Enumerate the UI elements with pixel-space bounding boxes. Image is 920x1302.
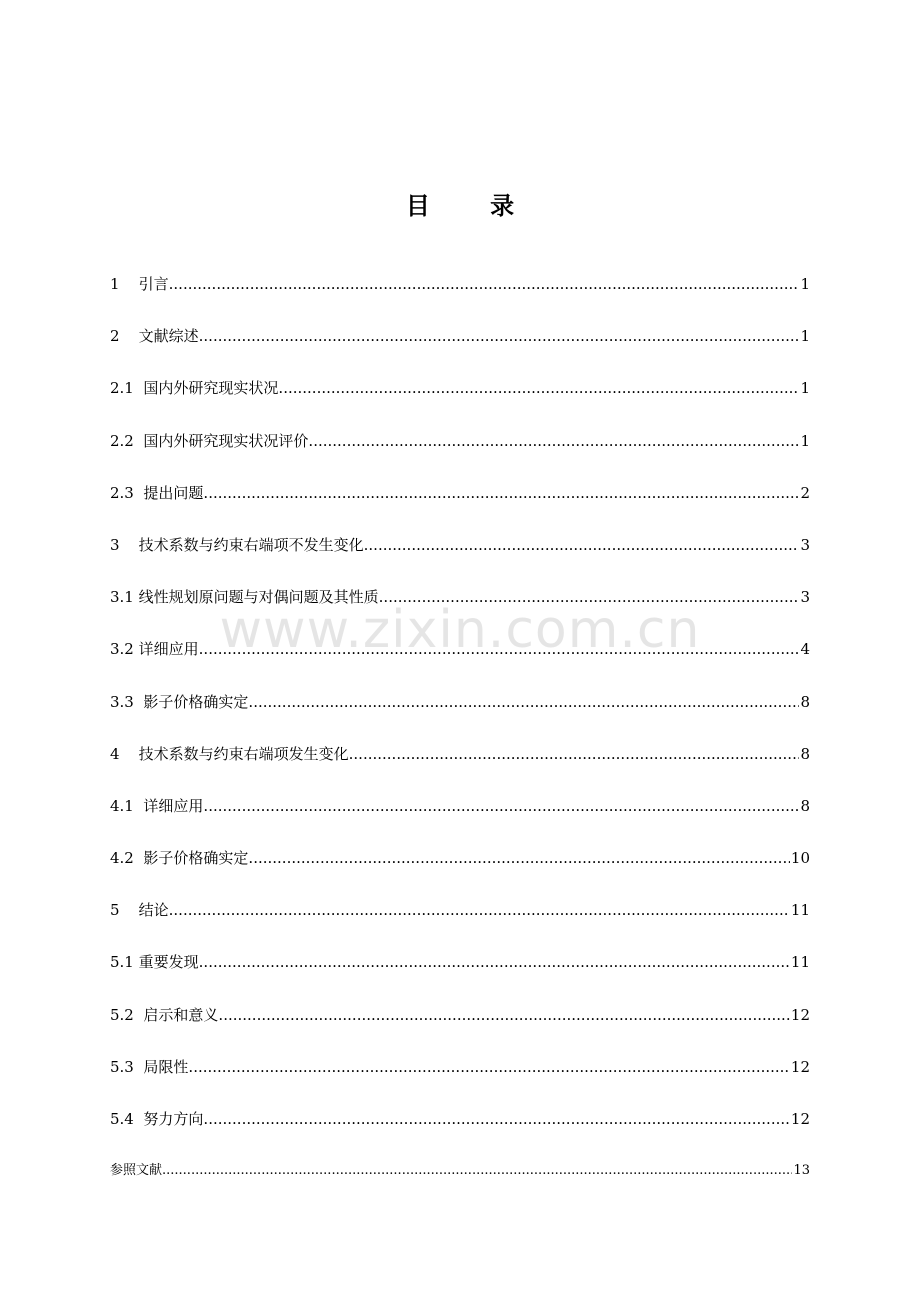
- toc-dot-leader: [379, 583, 800, 611]
- toc-entry-page-number: 11: [790, 901, 810, 920]
- toc-dot-leader: [199, 948, 790, 976]
- toc-entry-page-number: 3: [800, 588, 810, 607]
- watermark: www.zixin.com.cn: [219, 600, 701, 660]
- toc-dot-leader: [169, 896, 790, 924]
- toc-entry-page-number: 12: [790, 1005, 810, 1024]
- toc-dot-leader: [169, 270, 800, 298]
- toc-entry-number: 5.3: [110, 1057, 134, 1076]
- toc-entry-title: 提出问题: [143, 483, 204, 502]
- toc-entry[interactable]: [110, 322, 810, 374]
- toc-entry-number: 5.4: [110, 1110, 134, 1128]
- toc-entry-number: 4.2: [110, 849, 134, 868]
- toc-entry-title: 详细应用: [143, 796, 204, 815]
- toc-entry-title: 技术系数与约束右端项不发生变化: [138, 535, 364, 554]
- toc-entry-title: 努力方向: [143, 1110, 204, 1128]
- toc-entry-number: 3.3: [110, 692, 134, 711]
- toc-dot-leader: [162, 1157, 792, 1185]
- toc-entry-separator: [120, 531, 139, 559]
- toc-entry[interactable]: [110, 1157, 810, 1209]
- toc-entry-page-number: 12: [790, 1057, 810, 1076]
- toc-dot-leader: [203, 479, 799, 507]
- toc-entry-separator: [134, 1001, 144, 1029]
- toc-entry-page-number: 13: [793, 1163, 810, 1179]
- toc-entry[interactable]: [110, 896, 810, 948]
- toc-dot-leader: [248, 688, 799, 716]
- toc-entry[interactable]: [110, 688, 810, 740]
- toc-entry-title: 启示和意义: [143, 1005, 219, 1024]
- toc-entry-separator: [120, 896, 139, 924]
- toc-entry[interactable]: [110, 635, 810, 687]
- toc-entry-title: 引言: [138, 275, 169, 293]
- toc-dot-leader: [248, 844, 789, 872]
- toc-entry[interactable]: [110, 374, 810, 426]
- toc-entry-page-number: 10: [790, 849, 810, 868]
- toc-dot-leader: [199, 635, 800, 663]
- toc-entry[interactable]: [110, 583, 810, 635]
- toc-entry-title: 影子价格确实定: [143, 849, 249, 868]
- toc-entry[interactable]: [110, 792, 810, 844]
- toc-entry-title: 线性规划原问题与对偶问题及其性质: [138, 588, 379, 607]
- toc-entry-number: 1: [110, 275, 120, 293]
- toc-entry-separator: [134, 1105, 144, 1133]
- toc-entry-number: 5.2: [110, 1005, 134, 1024]
- toc-entry-title: 参照文献: [110, 1163, 163, 1179]
- toc-entry-number: 2.1: [110, 379, 134, 398]
- toc-dot-leader: [308, 427, 799, 455]
- toc-entry-title: 局限性: [143, 1057, 189, 1076]
- toc-entry-title: 结论: [138, 901, 169, 920]
- toc-entry-number: 2: [110, 327, 120, 346]
- toc-entry-title: 重要发现: [138, 953, 199, 972]
- page-title: 目 录: [405, 192, 541, 220]
- toc-entry-page-number: 3: [800, 535, 810, 554]
- toc-entry-separator: [134, 479, 144, 507]
- toc-dot-leader: [203, 792, 799, 820]
- toc-entry[interactable]: [110, 740, 810, 792]
- toc-entry-title: 文献综述: [138, 327, 199, 346]
- toc-entry-page-number: 11: [790, 953, 810, 972]
- toc-entry[interactable]: [110, 427, 810, 479]
- toc-entry-separator: [134, 688, 144, 716]
- toc-entry-page-number: 8: [800, 692, 810, 711]
- toc-entry-number: 5.1: [110, 953, 134, 972]
- toc-entry-separator: [120, 270, 139, 298]
- toc-entry[interactable]: [110, 1053, 810, 1105]
- toc-entry[interactable]: [110, 479, 810, 531]
- toc-entry-title: 详细应用: [138, 640, 199, 659]
- toc-entry[interactable]: [110, 948, 810, 1000]
- toc-entry-separator: [120, 322, 139, 350]
- toc-entry-number: 4.1: [110, 796, 134, 815]
- toc-entry-separator: [134, 792, 144, 820]
- toc-dot-leader: [218, 1001, 789, 1029]
- toc-entry-page-number: 1: [800, 327, 810, 346]
- toc-entry[interactable]: [110, 270, 810, 322]
- toc-entry[interactable]: [110, 1105, 810, 1157]
- toc-entry-number: 3: [110, 535, 120, 554]
- toc-entry-page-number: 1: [800, 431, 810, 450]
- toc-dot-leader: [203, 1105, 789, 1133]
- toc-entry-title: 影子价格确实定: [143, 692, 249, 711]
- toc-entry-page-number: 8: [800, 796, 810, 815]
- toc-entry-separator: [134, 374, 144, 402]
- toc-entry-title: 国内外研究现实状况: [143, 379, 279, 398]
- toc-dot-leader: [188, 1053, 789, 1081]
- toc-dot-leader: [199, 322, 800, 350]
- toc-entry-page-number: 2: [800, 483, 810, 502]
- toc-entry-separator: [134, 844, 144, 872]
- toc-entry-page-number: 12: [790, 1110, 810, 1128]
- toc-entry-number: 2.2: [110, 431, 134, 450]
- table-of-contents: [110, 270, 810, 1209]
- toc-entry-title: 国内外研究现实状况评价: [143, 431, 309, 450]
- toc-entry-separator: [134, 427, 144, 455]
- toc-entry-number: 3.1: [110, 588, 134, 607]
- toc-entry[interactable]: [110, 844, 810, 896]
- toc-dot-leader: [278, 374, 799, 402]
- toc-entry-number: 2.3: [110, 483, 134, 502]
- toc-entry[interactable]: [110, 531, 810, 583]
- toc-entry-separator: [134, 1053, 144, 1081]
- toc-entry-title: 技术系数与约束右端项发生变化: [138, 744, 349, 763]
- toc-entry-page-number: 8: [800, 744, 810, 763]
- toc-entry-page-number: 1: [800, 379, 810, 398]
- toc-entry-separator: [120, 740, 139, 768]
- toc-entry-page-number: 4: [800, 640, 810, 659]
- toc-entry-number: 3.2: [110, 640, 134, 659]
- toc-dot-leader: [364, 531, 800, 559]
- toc-entry-number: 4: [110, 744, 120, 763]
- toc-entry-number: 5: [110, 901, 120, 920]
- toc-entry-page-number: 1: [800, 275, 810, 293]
- toc-entry[interactable]: [110, 1001, 810, 1053]
- toc-dot-leader: [349, 740, 800, 768]
